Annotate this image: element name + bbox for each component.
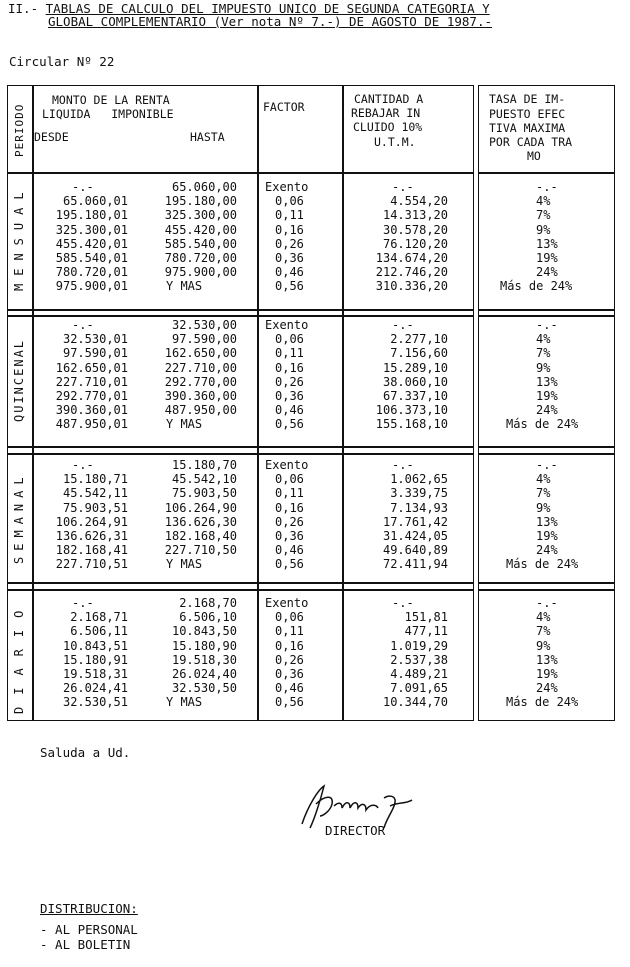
cell-tasa: 24% bbox=[536, 681, 558, 696]
cell-factor: Exento bbox=[265, 318, 309, 332]
cell-desde: 2.168,71 bbox=[70, 610, 128, 625]
cell-desde: 585.540,01 bbox=[55, 251, 128, 265]
cell-factor: 0,26 bbox=[275, 514, 304, 529]
header-tasa-3: TIVA MAXIMA bbox=[489, 121, 566, 135]
header-cantidad-4: U.T.M. bbox=[374, 135, 416, 149]
cell-factor: 0,36 bbox=[275, 529, 304, 543]
cell-factor: 0,36 bbox=[275, 389, 304, 403]
cell-cantidad: -.- bbox=[392, 596, 414, 610]
cell-tasa: Más de 24% bbox=[506, 557, 579, 572]
cell-cantidad: 17.761,42 bbox=[382, 514, 448, 529]
cell-cantidad: 31.424,05 bbox=[382, 529, 448, 543]
cell-cantidad: 1.062,65 bbox=[390, 472, 448, 487]
cell-factor: 0,56 bbox=[275, 279, 304, 294]
cell-tasa: Más de 24% bbox=[500, 279, 573, 294]
header-tasa-5: MO bbox=[527, 149, 541, 163]
header-tasa-4: POR CADA TRA bbox=[489, 135, 573, 149]
cell-hasta: 32.530,50 bbox=[171, 681, 237, 696]
cell-cantidad: 477,11 bbox=[404, 624, 448, 639]
table-row bbox=[0, 180, 630, 194]
cell-cantidad: 155.168,10 bbox=[375, 417, 448, 432]
cell-cantidad: 49.640,89 bbox=[382, 543, 448, 558]
cell-tasa: 7% bbox=[536, 486, 551, 501]
cell-factor: 0,06 bbox=[275, 610, 304, 625]
cell-desde: 136.626,31 bbox=[55, 529, 128, 543]
title-line-1: TABLAS DE CALCULO DEL IMPUESTO UNICO DE SEGUNDA CATEGORIA Y bbox=[45, 1, 490, 16]
cell-hasta: 136.626,30 bbox=[164, 514, 237, 529]
cell-tasa: 4% bbox=[536, 194, 551, 209]
header-tasa-1: TASA DE IM- bbox=[489, 92, 566, 106]
cell-cantidad: 212.746,20 bbox=[375, 265, 448, 280]
section-divider-1-rate bbox=[478, 309, 615, 311]
title-line-2: GLOBAL COMPLEMENTARIO (Ver nota Nº 7.-) DE AGOSTO DE 1987.- bbox=[48, 14, 493, 29]
cell-hasta: 75.903,50 bbox=[171, 486, 237, 501]
cell-desde: 65.060,01 bbox=[62, 194, 128, 209]
cell-tasa: 4% bbox=[536, 610, 551, 625]
cell-tasa: 13% bbox=[536, 236, 558, 251]
cell-hasta: 455.420,00 bbox=[164, 222, 237, 237]
cell-factor: 0,16 bbox=[275, 638, 304, 653]
table-row bbox=[0, 332, 630, 346]
table-row bbox=[0, 667, 630, 681]
cell-factor: 0,26 bbox=[275, 652, 304, 667]
cell-desde: 390.360,01 bbox=[55, 403, 128, 418]
cell-cantidad: 72.411,94 bbox=[382, 557, 448, 572]
cell-cantidad: 30.578,20 bbox=[382, 222, 448, 237]
cell-tasa: 19% bbox=[536, 667, 558, 681]
cell-desde: 182.168,41 bbox=[55, 543, 128, 558]
table-row bbox=[0, 361, 630, 375]
cell-factor: 0,26 bbox=[275, 374, 304, 389]
cell-factor: 0,56 bbox=[275, 695, 304, 710]
cell-cantidad: 151,81 bbox=[404, 610, 448, 625]
table-row bbox=[0, 318, 630, 332]
section-divider-1b-rate bbox=[478, 315, 615, 317]
table-row bbox=[0, 375, 630, 389]
cell-hasta: 780.720,00 bbox=[164, 251, 237, 265]
cell-factor: 0,56 bbox=[275, 557, 304, 572]
cell-tasa: 13% bbox=[536, 374, 558, 389]
cell-tasa: 13% bbox=[536, 514, 558, 529]
cell-hasta: Y MAS bbox=[166, 557, 203, 572]
table-row bbox=[0, 251, 630, 265]
header-divider bbox=[7, 172, 474, 174]
cell-desde: 227.710,01 bbox=[55, 374, 128, 389]
cell-desde: 975.900,01 bbox=[55, 279, 128, 294]
cell-cantidad: 14.313,20 bbox=[382, 208, 448, 223]
cell-hasta: 2.168,70 bbox=[179, 596, 237, 610]
cell-tasa: 7% bbox=[536, 346, 551, 361]
cell-hasta: 195.180,00 bbox=[164, 194, 237, 209]
cell-desde: -.- bbox=[72, 596, 94, 610]
table-row bbox=[0, 237, 630, 251]
cell-desde: 32.530,01 bbox=[62, 332, 128, 347]
cell-desde: 15.180,91 bbox=[62, 652, 128, 667]
cell-tasa: -.- bbox=[536, 318, 558, 332]
cell-hasta: 26.024,40 bbox=[171, 667, 237, 681]
circular-number: Circular Nº 22 bbox=[9, 54, 115, 69]
section-divider-1b bbox=[7, 315, 474, 317]
cell-hasta: 227.710,00 bbox=[164, 360, 237, 375]
distribution-item: - AL BOLETIN bbox=[40, 937, 131, 952]
section-label-semanal: SEMANAL bbox=[12, 471, 26, 565]
section-semanal bbox=[0, 458, 630, 578]
cell-desde: 45.542,11 bbox=[62, 486, 128, 501]
section-divider-3b bbox=[7, 589, 474, 591]
cell-tasa: -.- bbox=[536, 458, 558, 472]
header-hasta: HASTA bbox=[190, 130, 225, 144]
cell-cantidad: 2.537,38 bbox=[390, 652, 448, 667]
cell-tasa: 4% bbox=[536, 472, 551, 487]
cell-tasa: Más de 24% bbox=[506, 695, 579, 710]
cell-tasa: 4% bbox=[536, 332, 551, 347]
cell-desde: 106.264,91 bbox=[55, 514, 128, 529]
header-monto-1: MONTO DE LA RENTA bbox=[52, 93, 170, 107]
cell-tasa: 9% bbox=[536, 360, 551, 375]
section-label-diario: DIARIO bbox=[12, 598, 26, 714]
cell-factor: Exento bbox=[265, 458, 309, 472]
cell-factor: 0,11 bbox=[275, 208, 304, 223]
cell-desde: 6.506,11 bbox=[70, 624, 128, 639]
header-cantidad-3: CLUIDO 10% bbox=[353, 120, 423, 134]
cell-hasta: 325.300,00 bbox=[164, 208, 237, 223]
title-line-2-wrap bbox=[48, 15, 492, 28]
cell-desde: -.- bbox=[72, 458, 94, 472]
table-row bbox=[0, 639, 630, 653]
cell-desde: 292.770,01 bbox=[55, 389, 128, 403]
table-row bbox=[0, 624, 630, 638]
table-row bbox=[0, 389, 630, 403]
cell-tasa: 19% bbox=[536, 389, 558, 403]
header-cantidad-2: REBAJAR IN bbox=[351, 106, 421, 120]
table-row bbox=[0, 557, 630, 571]
cell-cantidad: 2.277,10 bbox=[390, 332, 448, 347]
cell-cantidad: 106.373,10 bbox=[375, 403, 448, 418]
cell-cantidad: 1.019,29 bbox=[390, 638, 448, 653]
table-row bbox=[0, 223, 630, 237]
table-row bbox=[0, 596, 630, 610]
cell-factor: 0,26 bbox=[275, 236, 304, 251]
cell-factor: 0,56 bbox=[275, 417, 304, 432]
cell-tasa: 9% bbox=[536, 638, 551, 653]
table-row bbox=[0, 265, 630, 279]
cell-tasa: 9% bbox=[536, 500, 551, 515]
cell-tasa: Más de 24% bbox=[506, 417, 579, 432]
header-factor: FACTOR bbox=[263, 100, 305, 114]
cell-tasa: -.- bbox=[536, 596, 558, 610]
cell-hasta: 390.360,00 bbox=[164, 389, 237, 403]
cell-hasta: 182.168,40 bbox=[164, 529, 237, 543]
cell-factor: 0,06 bbox=[275, 194, 304, 209]
header-tasa-2: PUESTO EFEC bbox=[489, 107, 566, 121]
cell-tasa: 19% bbox=[536, 529, 558, 543]
cell-hasta: 487.950,00 bbox=[164, 403, 237, 418]
cell-cantidad: 3.339,75 bbox=[390, 486, 448, 501]
cell-desde: 780.720,01 bbox=[55, 265, 128, 280]
cell-cantidad: 7.134,93 bbox=[390, 500, 448, 515]
cell-factor: 0,46 bbox=[275, 543, 304, 558]
cell-cantidad: 76.120,20 bbox=[382, 236, 448, 251]
cell-desde: 10.843,51 bbox=[62, 638, 128, 653]
cell-desde: 26.024,41 bbox=[62, 681, 128, 696]
cell-hasta: Y MAS bbox=[166, 695, 203, 710]
cell-cantidad: -.- bbox=[392, 180, 414, 194]
cell-desde: -.- bbox=[72, 180, 94, 194]
section-mensual bbox=[0, 180, 630, 300]
cell-hasta: Y MAS bbox=[166, 417, 203, 432]
cell-hasta: 10.843,50 bbox=[171, 624, 237, 639]
cell-tasa: 9% bbox=[536, 222, 551, 237]
cell-hasta: 975.900,00 bbox=[164, 265, 237, 280]
table-row bbox=[0, 403, 630, 417]
cell-factor: 0,46 bbox=[275, 403, 304, 418]
cell-tasa: 7% bbox=[536, 208, 551, 223]
header-monto-2: LIQUIDA IMPONIBLE bbox=[42, 107, 174, 121]
cell-tasa: 24% bbox=[536, 543, 558, 558]
title-prefix: II.- bbox=[8, 1, 39, 16]
cell-desde: 15.180,71 bbox=[62, 472, 128, 487]
cell-cantidad: 38.060,10 bbox=[382, 374, 448, 389]
cell-desde: 195.180,01 bbox=[55, 208, 128, 223]
cell-tasa: 24% bbox=[536, 403, 558, 418]
section-divider-3-rate bbox=[478, 582, 615, 584]
cell-hasta: 585.540,00 bbox=[164, 236, 237, 251]
section-quincenal bbox=[0, 318, 630, 438]
table-row bbox=[0, 346, 630, 360]
cell-cantidad: 134.674,20 bbox=[375, 251, 448, 265]
cell-desde: 75.903,51 bbox=[62, 500, 128, 515]
cell-cantidad: 310.336,20 bbox=[375, 279, 448, 294]
cell-factor: 0,06 bbox=[275, 472, 304, 487]
cell-hasta: 19.518,30 bbox=[171, 652, 237, 667]
table-row bbox=[0, 417, 630, 431]
section-divider-2b bbox=[7, 453, 474, 455]
table-row bbox=[0, 194, 630, 208]
cell-tasa: 19% bbox=[536, 251, 558, 265]
cell-cantidad: 67.337,10 bbox=[382, 389, 448, 403]
distribution-item: - AL PERSONAL bbox=[40, 922, 138, 937]
table-row bbox=[0, 501, 630, 515]
cell-factor: 0,36 bbox=[275, 667, 304, 681]
header-desde: DESDE bbox=[34, 130, 69, 144]
section-label-mensual: MENSUAL bbox=[12, 184, 26, 292]
table-row bbox=[0, 515, 630, 529]
header-periodo: PERIODO bbox=[13, 103, 26, 157]
cell-factor: 0,36 bbox=[275, 251, 304, 265]
header-cantidad-1: CANTIDAD A bbox=[354, 92, 424, 106]
cell-cantidad: 4.554,20 bbox=[390, 194, 448, 209]
table-row bbox=[0, 458, 630, 472]
section-divider-3b-rate bbox=[478, 589, 615, 591]
cell-desde: 455.420,01 bbox=[55, 236, 128, 251]
distribution-heading: DISTRIBUCION: bbox=[40, 901, 138, 916]
table-row bbox=[0, 472, 630, 486]
cell-cantidad: -.- bbox=[392, 458, 414, 472]
cell-factor: 0,16 bbox=[275, 500, 304, 515]
cell-hasta: 45.542,10 bbox=[171, 472, 237, 487]
section-label-quincenal: QUINCENAL bbox=[12, 338, 26, 422]
table-row bbox=[0, 279, 630, 293]
cell-tasa: 24% bbox=[536, 265, 558, 280]
cell-cantidad: 10.344,70 bbox=[382, 695, 448, 710]
section-divider-2-rate bbox=[478, 446, 615, 448]
cell-tasa: 13% bbox=[536, 652, 558, 667]
cell-cantidad: 7.091,65 bbox=[390, 681, 448, 696]
cell-cantidad: 15.289,10 bbox=[382, 360, 448, 375]
cell-hasta: 6.506,10 bbox=[179, 610, 237, 625]
cell-hasta: 292.770,00 bbox=[164, 374, 237, 389]
cell-tasa: 7% bbox=[536, 624, 551, 639]
cell-desde: 19.518,31 bbox=[62, 667, 128, 681]
cell-hasta: 65.060,00 bbox=[171, 180, 237, 194]
cell-factor: 0,46 bbox=[275, 681, 304, 696]
cell-desde: 97.590,01 bbox=[62, 346, 128, 361]
cell-hasta: 97.590,00 bbox=[171, 332, 237, 347]
cell-cantidad: 7.156,60 bbox=[390, 346, 448, 361]
cell-factor: 0,16 bbox=[275, 360, 304, 375]
cell-factor: 0,11 bbox=[275, 624, 304, 639]
cell-hasta: Y MAS bbox=[166, 279, 203, 294]
cell-hasta: 106.264,90 bbox=[164, 500, 237, 515]
section-divider-2 bbox=[7, 446, 474, 448]
table-row bbox=[0, 681, 630, 695]
cell-desde: 487.950,01 bbox=[55, 417, 128, 432]
cell-factor: 0,06 bbox=[275, 332, 304, 347]
cell-desde: 32.530,51 bbox=[62, 695, 128, 710]
cell-factor: 0,11 bbox=[275, 346, 304, 361]
cell-tasa: -.- bbox=[536, 180, 558, 194]
section-divider-1 bbox=[7, 309, 474, 311]
table-row bbox=[0, 695, 630, 709]
section-divider-2b-rate bbox=[478, 453, 615, 455]
table-row bbox=[0, 486, 630, 500]
cell-desde: -.- bbox=[72, 318, 94, 332]
cell-factor: 0,16 bbox=[275, 222, 304, 237]
cell-desde: 325.300,01 bbox=[55, 222, 128, 237]
closing-text: Saluda a Ud. bbox=[40, 745, 131, 760]
cell-factor: Exento bbox=[265, 596, 309, 610]
table-row bbox=[0, 529, 630, 543]
table-row bbox=[0, 610, 630, 624]
header-divider-rate bbox=[478, 172, 615, 174]
section-divider-3 bbox=[7, 582, 474, 584]
signature-text: Waldo Ortúzar Latapiat bbox=[300, 834, 313, 835]
cell-hasta: 15.180,90 bbox=[171, 638, 237, 653]
cell-hasta: 162.650,00 bbox=[164, 346, 237, 361]
cell-cantidad: 4.489,21 bbox=[390, 667, 448, 681]
cell-factor: 0,11 bbox=[275, 486, 304, 501]
signer-title: DIRECTOR bbox=[325, 823, 386, 838]
table-row bbox=[0, 653, 630, 667]
cell-cantidad: -.- bbox=[392, 318, 414, 332]
cell-desde: 227.710,51 bbox=[55, 557, 128, 572]
cell-factor: 0,46 bbox=[275, 265, 304, 280]
cell-hasta: 227.710,50 bbox=[164, 543, 237, 558]
table-row bbox=[0, 543, 630, 557]
table-row bbox=[0, 208, 630, 222]
cell-hasta: 15.180,70 bbox=[171, 458, 237, 472]
cell-desde: 162.650,01 bbox=[55, 360, 128, 375]
cell-factor: Exento bbox=[265, 180, 309, 194]
section-diario bbox=[0, 596, 630, 716]
cell-hasta: 32.530,00 bbox=[171, 318, 237, 332]
